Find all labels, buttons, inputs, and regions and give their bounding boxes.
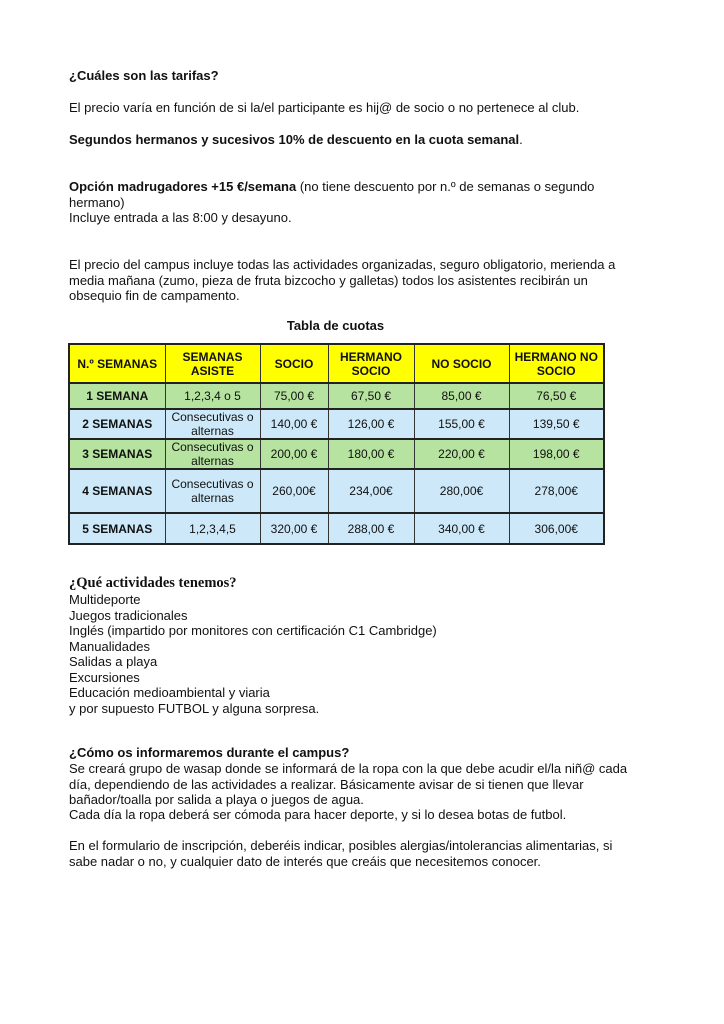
cell-weeks: 1 SEMANA	[69, 383, 165, 409]
list-item: Salidas a playa	[69, 654, 158, 669]
informacion-p2: Cada día la ropa deberá ser cómoda para hacer deporte, y si lo desea botas de futbol.	[69, 807, 567, 822]
informacion-heading: ¿Cómo os informaremos durante el campus?	[69, 745, 350, 760]
cell-weeks: 4 SEMANAS	[69, 469, 165, 513]
table-row	[69, 469, 604, 513]
cell-hermano-no-socio: 198,00 €	[509, 439, 604, 469]
cell-socio: 320,00 €	[260, 513, 328, 544]
cell-weeks: 2 SEMANAS	[69, 409, 165, 439]
cell-weeks: 3 SEMANAS	[69, 439, 165, 469]
table-header-row	[69, 344, 604, 383]
header-hermano-socio: HERMANO SOCIO	[328, 344, 414, 383]
cell-hermano-no-socio: 278,00€	[509, 469, 604, 513]
table-row	[69, 513, 604, 544]
table-row	[69, 383, 604, 409]
cell-hermano-socio: 67,50 €	[328, 383, 414, 409]
cell-no-socio: 280,00€	[414, 469, 509, 513]
cell-attend: Consecutivas o alternas	[165, 409, 260, 439]
table-row	[69, 439, 604, 469]
early-includes: Incluye entrada a las 8:00 y desayuno.	[69, 210, 292, 225]
cell-attend: 1,2,3,4,5	[165, 513, 260, 544]
early-bold: Opción madrugadores +15 €/semana	[69, 179, 297, 194]
list-item: Educación medioambiental y viaria	[69, 685, 270, 700]
activities-list	[69, 592, 649, 716]
cell-hermano-socio: 126,00 €	[328, 409, 414, 439]
cell-hermano-socio: 288,00 €	[328, 513, 414, 544]
cell-no-socio: 85,00 €	[414, 383, 509, 409]
tarifas-intro: El precio varía en función de si la/el participante es hij@ de socio o no pertenece al club.	[69, 100, 580, 115]
table-row	[69, 409, 604, 439]
cell-socio: 260,00€	[260, 469, 328, 513]
list-item: Manualidades	[69, 638, 150, 654]
header-attend: SEMANAS ASISTE	[165, 344, 260, 383]
cell-hermano-socio: 180,00 €	[328, 439, 414, 469]
informacion-p3: En el formulario de inscripción, deberéis indicar, posibles alergias/intolerancias alimentarias, si sabe nadar o no, y cualquier dato de interés que creáis que necesitemos conocer.	[69, 838, 613, 869]
cell-hermano-no-socio: 76,50 €	[509, 383, 604, 409]
header-weeks: N.º SEMANAS	[69, 344, 165, 383]
header-socio: SOCIO	[260, 344, 328, 383]
list-item: Inglés (impartido por monitores con certificación C1 Cambridge)	[69, 623, 437, 638]
actividades-heading: ¿Qué actividades tenemos?	[69, 575, 237, 591]
cell-attend: Consecutivas o alternas	[165, 439, 260, 469]
cell-attend: Consecutivas o alternas	[165, 469, 260, 513]
header-no-socio: NO SOCIO	[414, 344, 509, 383]
cell-no-socio: 220,00 €	[414, 439, 509, 469]
list-item: Multideporte	[69, 592, 141, 607]
cell-no-socio: 155,00 €	[414, 409, 509, 439]
cell-no-socio: 340,00 €	[414, 513, 509, 544]
cell-socio: 200,00 €	[260, 439, 328, 469]
discount-note	[69, 132, 649, 148]
informacion-p1: Se creará grupo de wasap donde se informará de la ropa con la que debe acudir el/la niñ@ cada día, dependiendo de las actividades a realizar. Básicamente avisar de si tienen que llevar bañador/toalla por salida a playa o juegos de agua.	[69, 761, 628, 807]
list-item: Juegos tradicionales	[69, 607, 188, 623]
table-title: Tabla de cuotas	[286, 318, 385, 333]
discount-end: .	[519, 132, 523, 147]
cell-socio: 75,00 €	[260, 383, 328, 409]
list-item: y por supuesto FUTBOL y alguna sorpresa.	[69, 700, 320, 716]
fees-table	[68, 343, 605, 545]
early-rest: (no tiene descuento por n.º de semanas o segundo hermano)	[69, 179, 595, 210]
price-includes: El precio del campus incluye todas las actividades organizadas, seguro obligatorio, merienda a media mañana (zumo, pieza de fruta bizcocho y galletas) todos los asistentes recibirán un obsequio fin de campamento.	[69, 257, 616, 303]
list-item: Excursiones	[69, 669, 140, 685]
tarifas-heading: ¿Cuáles son las tarifas?	[69, 68, 219, 83]
cell-socio: 140,00 €	[260, 409, 328, 439]
discount-bold: Segundos hermanos y sucesivos 10% de descuento en la cuota semanal	[69, 132, 520, 147]
cell-weeks: 5 SEMANAS	[69, 513, 165, 544]
header-hermano-no-socio: HERMANO NO SOCIO	[509, 344, 604, 383]
early-option	[69, 179, 629, 210]
cell-attend: 1,2,3,4 o 5	[165, 383, 260, 409]
cell-hermano-socio: 234,00€	[328, 469, 414, 513]
cell-hermano-no-socio: 139,50 €	[509, 409, 604, 439]
cell-hermano-no-socio: 306,00€	[509, 513, 604, 544]
